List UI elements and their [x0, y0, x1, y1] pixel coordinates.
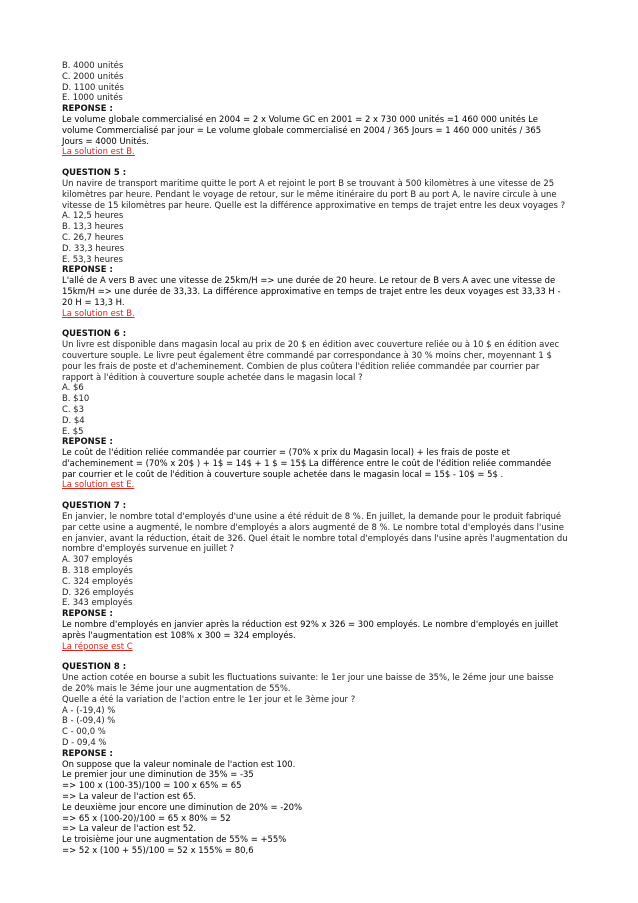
answer-text-line: L'allé de A vers B avec une vitesse de 25km/H => une durée de 20 heure. Le retour de B vers A avec une vitesse de [62, 275, 556, 286]
body-text-line: B. 318 employés [62, 565, 133, 576]
body-text-line: D. $4 [62, 414, 85, 425]
body-text-line: E. $5 [62, 425, 84, 436]
answer-text-line: Le nombre d'employés en janvier après la réduction est 92% x 326 = 300 employés. Le nombre d'employés en juillet [62, 619, 559, 630]
body-text-line: C - 00,0 % [62, 726, 106, 737]
question-block [62, 328, 582, 490]
answer-text-line: => La valeur de l'action est 52. [62, 823, 197, 834]
body-text-line: rapport à l'édition à couverture souple achetée dans le magasin local ? [62, 371, 363, 382]
body-text-line: D. 33,3 heures [62, 242, 125, 253]
answer-text-line: par courrier et le coût de l'édition à couverture souple achetée dans le magasin local = 15$ - 10$ = 5$ . [62, 468, 504, 479]
body-text-line: kilomètres par heure. Pendant le voyage de retour, sur le même itinéraire du port B au port A, le navire circule à une [62, 188, 557, 199]
body-text-line: En janvier, le nombre total d'employés d'une usine a été réduit de 8 %. En juillet, la demande pour le produit fabriqué [62, 511, 562, 522]
answer-text-line: après l'augmentation est 108% x 300 = 324 employés. [62, 629, 296, 640]
body-text-line: vitesse de 15 kilomètres par heure. Quelle est la différence approximative en temps de trajet entre les deux voyages ? [62, 199, 566, 210]
solution-line: La solution est B. [62, 307, 135, 318]
answer-text-line: d'acheminement = (70% x 20$ ) + 1$ = 14$ + 1 $ = 15$ La différence entre le coût de l'édition reliée commandée [62, 457, 552, 468]
answer-text-line: Jours = 4000 Unités. [62, 135, 149, 146]
body-text-line: E. 53,3 heures [62, 253, 123, 264]
body-text-line: B. $10 [62, 393, 90, 404]
section-heading: QUESTION 8 : [62, 661, 127, 672]
body-text-line: C. 2000 unités [62, 70, 124, 81]
section-heading: REPONSE : [62, 436, 113, 447]
answer-text-line: Le volume globale commercialisé en 2004 = 2 x Volume GC en 2001 = 2 x 730 000 unités =1 460 000 unités Le [62, 113, 538, 124]
body-text-line: B - (-09,4) % [62, 715, 116, 726]
body-text-line: de 20% mais le 3éme jour une augmentation de 55%. [62, 683, 291, 694]
body-text-line: E. 1000 unités [62, 92, 123, 103]
answer-text-line: => 100 x (100-35)/100 = 100 x 65% = 65 [62, 780, 242, 791]
section-heading: QUESTION 7 : [62, 500, 127, 511]
answer-text-line: 20 H = 13,3 H. [62, 296, 125, 307]
body-text-line: Quelle a été la variation de l'action entre le 1er jour et le 3ème jour ? [62, 693, 356, 704]
answer-text-line: Le premier jour une diminution de 35% = -35 [62, 769, 254, 780]
solution-line: La réponse est C [62, 640, 133, 651]
section-heading: REPONSE : [62, 103, 113, 114]
body-text-line: A. $6 [62, 382, 84, 393]
question-block [62, 661, 582, 855]
body-text-line: par cette usine a augmenté, le nombre d'employés a alors augmenté de 8 %. Le nombre total d'employés dans l'usine [62, 521, 564, 532]
question-block [62, 60, 582, 157]
section-heading: REPONSE : [62, 608, 113, 619]
section-heading: REPONSE : [62, 264, 113, 275]
solution-line: La solution est B. [62, 146, 135, 157]
body-text-line: A. 12,5 heures [62, 210, 124, 221]
body-text-line: Un livre est disponible dans magasin local au prix de 20 $ en édition avec couverture reliée ou à 10 $ en édition avec [62, 339, 560, 350]
answer-text-line: Le deuxième jour encore une diminution de 20% = -20% [62, 801, 303, 812]
body-text-line: pour les frais de poste et d'acheminement. Combien de plus coûtera l'édition reliée commandée par courrier par [62, 360, 540, 371]
section-heading: QUESTION 6 : [62, 328, 127, 339]
body-text-line: C. $3 [62, 403, 84, 414]
body-text-line: Un navire de transport maritime quitte le port A et rejoint le port B se trouvant à 500 kilomètres à une vitesse de 25 [62, 177, 555, 188]
body-text-line: A. 307 employés [62, 554, 133, 565]
answer-text-line: volume Commercialisé par jour = Le volume globale commercialisé en 2004 / 365 Jours = 1 460 000 unités / 365 [62, 124, 542, 135]
body-text-line: B. 4000 unités [62, 60, 124, 70]
body-text-line: D. 326 employés [62, 586, 134, 597]
body-text-line: C. 324 employés [62, 575, 133, 586]
answer-text-line: => 52 x (100 + 55)/100 = 52 x 155% = 80,6 [62, 844, 254, 855]
body-text-line: Une action cotée en bourse a subit les fluctuations suivante: le 1er jour une baisse de 35%, le 2éme jour une baisse [62, 672, 554, 683]
body-text-line: C. 26,7 heures [62, 231, 124, 242]
answer-text-line: => 65 x (100-20)/100 = 65 x 80% = 52 [62, 812, 231, 823]
body-text-line: couverture souple. Le livre peut également être commandé par correspondance à 30 % moins cher, moyennant 1 $ [62, 349, 552, 360]
body-text-line: D - 09,4 % [62, 737, 107, 748]
answer-text-line: 15km/H => une durée de 33,33. La différence approximative en temps de trajet entre les deux voyages est 33,33 H - [62, 285, 561, 296]
body-text-line: E. 343 employés [62, 597, 133, 608]
body-text-line: A - (-19,4) % [62, 704, 116, 715]
answer-text-line: Le troisième jour une augmentation de 55% = +55% [62, 834, 287, 845]
solution-line: La solution est E. [62, 479, 135, 490]
document-body [62, 60, 582, 856]
answer-text-line: On suppose que la valeur nominale de l'action est 100. [62, 758, 296, 769]
body-text-line: B. 13,3 heures [62, 221, 124, 232]
body-text-line: nombre d'employés survenue en juillet ? [62, 543, 235, 554]
section-heading: QUESTION 5 : [62, 167, 127, 178]
answer-text-line: => La valeur de l'action est 65. [62, 791, 197, 801]
section-heading: REPONSE : [62, 747, 113, 758]
body-text-line: en janvier, avant la réduction, était de 326. Quel était le nombre total d'employés dans l'usine après l'augmentation du [62, 532, 568, 543]
question-block [62, 500, 582, 651]
answer-text-line: Le coût de l'édition reliée commandée par courrier = (70% x prix du Magasin local) + les frais de poste et [62, 447, 510, 458]
body-text-line: D. 1100 unités [62, 81, 124, 92]
question-block [62, 167, 582, 318]
